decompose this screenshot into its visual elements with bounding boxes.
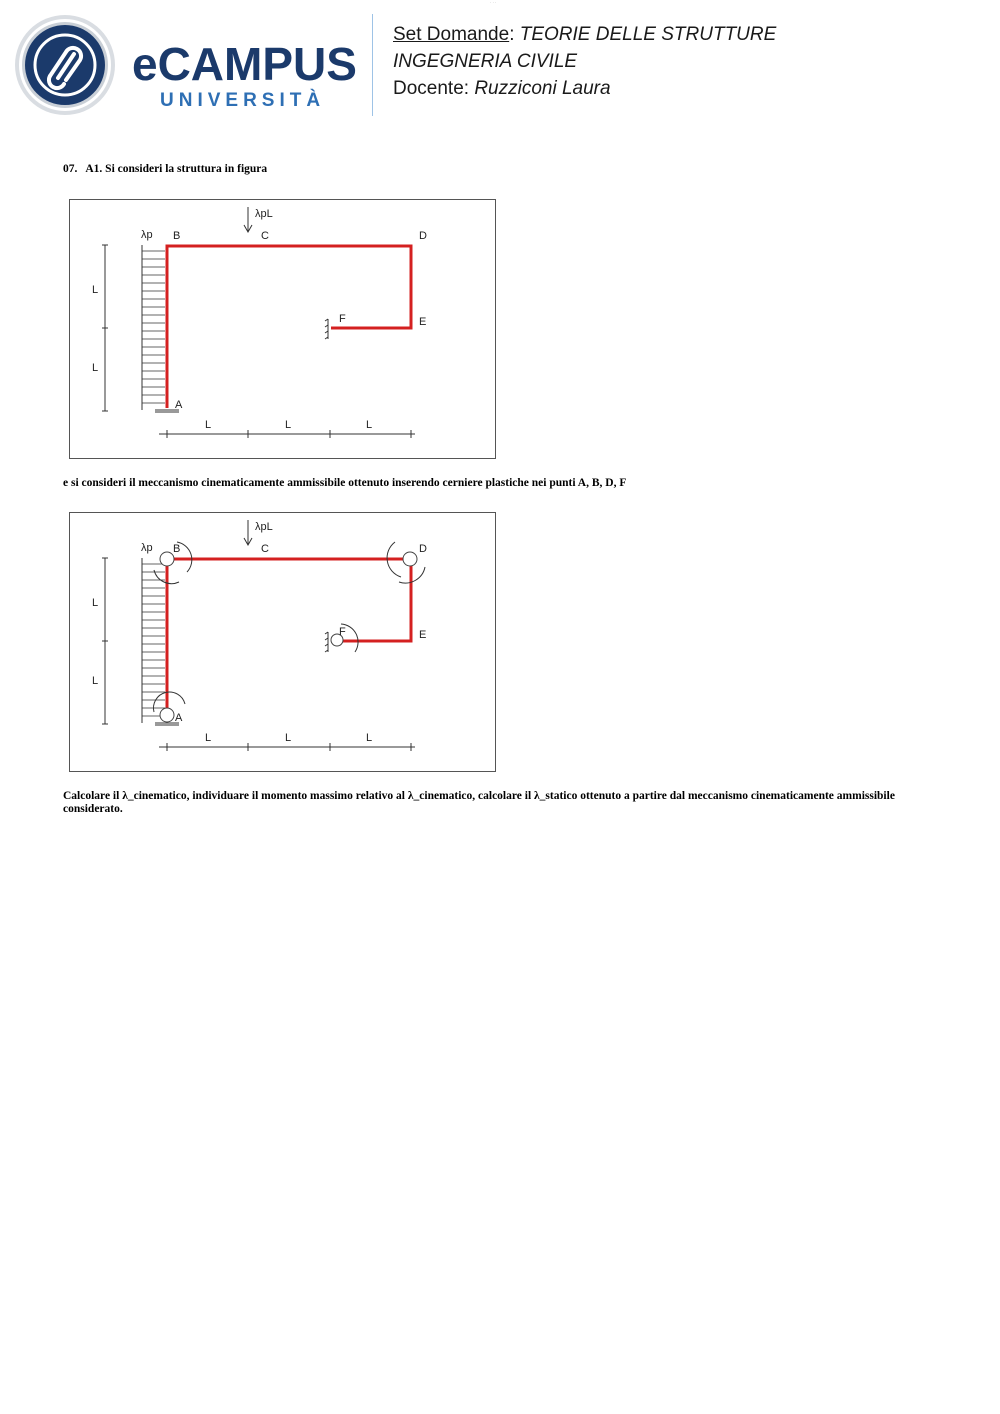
point-load-label: λpL [255,208,273,220]
node-e-2: E [419,629,427,641]
set-label: Set Domande [393,24,510,45]
dim-horizontal-1: L [205,419,212,431]
dim-horizontal-2-2: L [285,732,292,744]
node-a-2: A [175,712,183,724]
node-a: A [175,399,183,411]
hinge-d [403,552,417,566]
mechanism-figure [69,512,496,772]
mechanism-text: e si consideri il meccanismo cinematicamente ammissibile ottenuto inserendo cerniere plastiche nei punti A, B, D, F [63,477,627,489]
dim-vertical-1-2: L [92,597,99,609]
hinge-a [160,708,174,722]
node-d: D [419,230,427,242]
dim-vertical-2-2: L [92,675,99,687]
dim-horizontal-2: L [285,419,292,431]
course-title: TEORIE DELLE STRUTTURE [519,24,777,45]
degree-title: INGEGNERIA CIVILE [393,51,578,72]
dim-horizontal-1-2: L [205,732,212,744]
header-degree-line [393,48,577,75]
distributed-load-label: λp [141,229,153,241]
distributed-load-label-2: λp [141,542,153,554]
teacher-label: Docente: [393,78,470,99]
task-text: Calcolare il λ_cinematico, individuare il momento massimo relativo al λ_cinematico, calcolare il λ_statico ottenuto a partire dal meccanismo cinematicamente ammissibile considerato. [63,790,895,815]
node-f: F [339,313,346,325]
header-divider [372,14,373,116]
node-e: E [419,316,427,328]
page-marker: · · · [490,0,497,5]
dim-vertical-1: L [92,284,99,296]
dim-vertical-2: L [92,362,99,374]
node-b-2: B [173,543,181,555]
node-c-2: C [261,543,269,555]
question-intro [63,163,267,176]
ecampus-logo [14,14,358,118]
node-b: B [173,230,181,242]
hinge-b [160,552,174,566]
structure-figure [69,199,496,459]
logo-subtitle: UNIVERSITÀ [160,90,326,111]
point-load-label-2: λpL [255,521,273,533]
node-d-2: D [419,543,427,555]
header-set-line [393,21,776,48]
dim-horizontal-3-2: L [366,732,373,744]
teacher-name: Ruzziconi Laura [474,78,611,99]
set-colon: : [509,24,515,45]
node-f-2: F [339,626,346,638]
header-teacher-line [393,75,611,102]
dim-horizontal-3: L [366,419,373,431]
logo-brand: eCAMPUS [132,38,357,90]
question-intro-text: A1. Si consideri la struttura in figura [85,163,268,175]
question-number: 07. [63,163,78,175]
node-c: C [261,230,269,242]
